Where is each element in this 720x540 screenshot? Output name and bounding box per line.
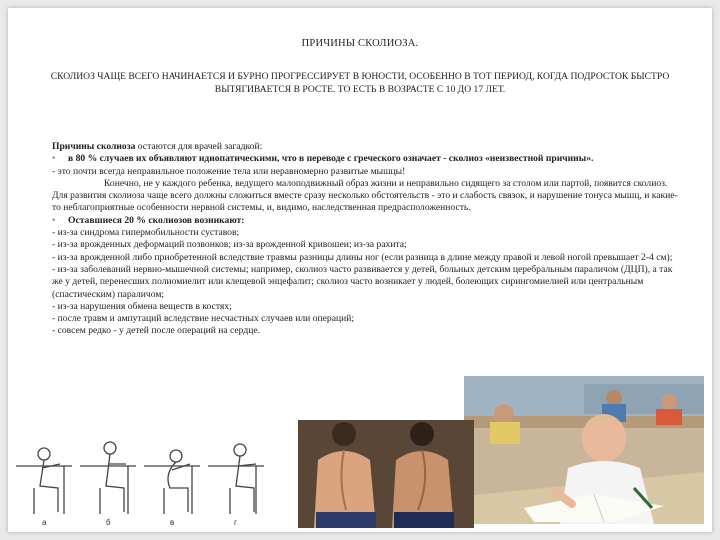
bullet-idiopathic	[52, 153, 682, 165]
slide-subtitle: СКОЛИОЗ ЧАЩЕ ВСЕГО НАЧИНАЕТСЯ И БУРНО ПРОГРЕССИРУЕТ В ЮНОСТИ, ОСОБЕННО В ТОТ ПЕРИОД, КОГДА ПОДРОСТОК БЫСТРО ВЫТЯГИВАЕТСЯ В РОСТЕ. ТО ЕСТЬ В ВОЗРАСТЕ С 10 ДО 17 ЛЕТ.	[50, 71, 670, 95]
bullet-icon: •	[52, 153, 56, 165]
figure-label: а	[42, 518, 47, 527]
cause-item: - после травм и ампутаций вследствие несчастных случаев или операций;	[52, 313, 355, 325]
slide	[8, 8, 712, 532]
cause-item: - из-за врожденных деформаций позвонков; из-за врожденной кривошеи; из-за рахита;	[52, 239, 407, 251]
cause-item: - совсем редко - у детей после операций на сердце.	[52, 325, 260, 337]
slide-body	[52, 141, 682, 338]
figure-label: б	[106, 518, 111, 527]
bullet-remaining	[52, 215, 682, 227]
intro-rest: остаются для врачей загадкой:	[135, 141, 263, 152]
cause-item: - из-за синдрома гипермобильности суставов;	[52, 227, 240, 239]
posture-sketches	[14, 426, 272, 528]
muscles-line: - это почти всегда неправильное положение тела или неравномерно развитые мышцы!	[52, 165, 406, 177]
cause-item: - из-за заболеваний нервно-мышечной системы; например, сколиоз часто развивается у детей, больных детским церебральным параличом (ДЦП), а так же у детей, перенесших полиомиелит или клещевой энцефалит; сколиоз часто возникает у людей, болеющих сирингомиелией или центральным (спастическим) параличом;	[52, 263, 673, 300]
figure-label: г	[234, 518, 237, 527]
main-paragraph: Конечно, не у каждого ребенка, ведущего малоподвижный образ жизни и неправильно сидящего за столом или партой, появится сколиоз. Для развития сколиоза чаще всего должны сложиться вместе сразу несколько обстоятельств - это и слабость связок, и нарушение тонуса мышц, и какие-то неблагоприятные особенности нервной системы, и, видимо, наследственная предрасположенность.	[52, 177, 678, 214]
cause-item: - из-за врожденной либо приобретенной вследствие травмы разницы длины ног (если разница в длине между правой и левой ногой превышает 2-4 см);	[52, 251, 673, 263]
intro-line	[52, 141, 682, 153]
figure-label: в	[170, 518, 175, 527]
bullet-idiopathic-text: в 80 % случаев их объявляют идиопатическими, что в переводе с греческого означает - сколиоз «неизвестной причины».	[68, 153, 594, 165]
slide-title: ПРИЧИНЫ СКОЛИОЗА.	[301, 38, 419, 49]
bullet-remaining-text: Оставшиеся 20 % сколиозов возникают:	[68, 214, 245, 226]
cause-item: - из-за нарушения обмена веществ в костях;	[52, 300, 232, 312]
bullet-icon: •	[52, 214, 56, 226]
intro-bold: Причины сколиоза	[52, 141, 136, 152]
classroom-photo	[464, 376, 704, 524]
scoliosis-backs-photo	[298, 420, 474, 528]
